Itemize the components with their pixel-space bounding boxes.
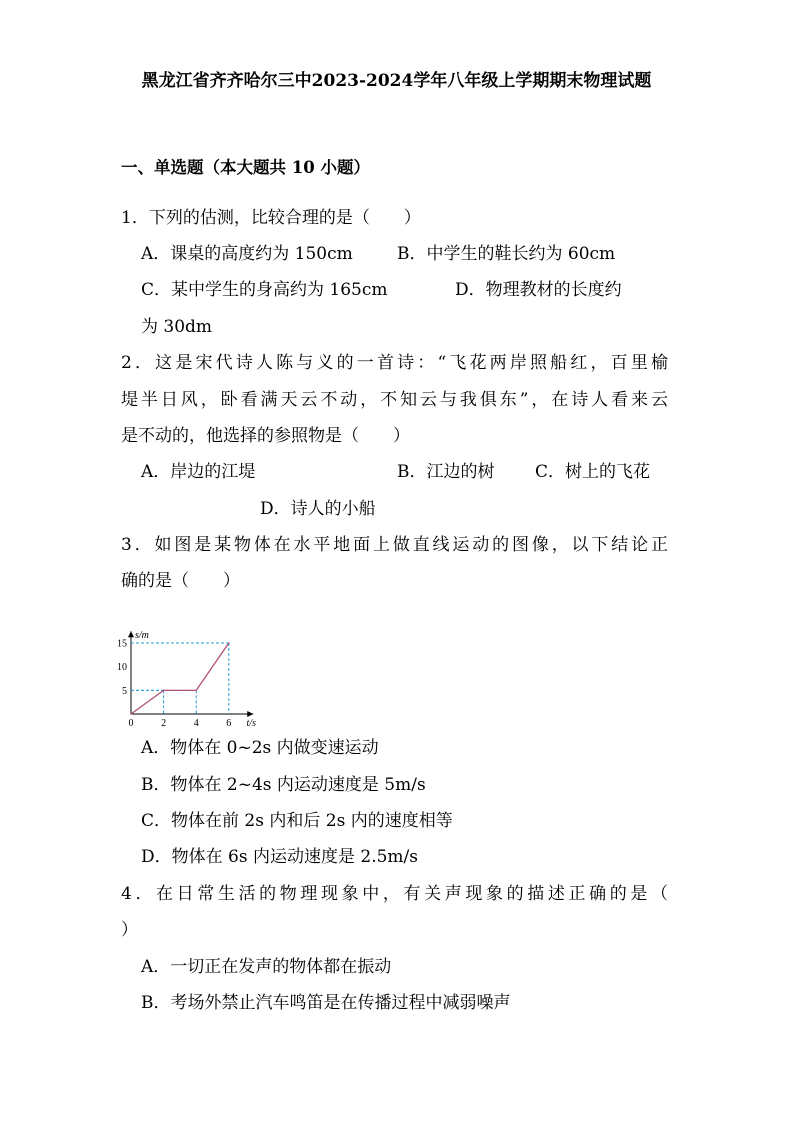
y-tick-label: 10: [117, 662, 127, 674]
question-1-option-d: D．物理教材的长度约: [455, 280, 622, 300]
question-3-option-b: B．物体在 2~4s 内运动速度是 5m/s: [141, 775, 426, 795]
displacement-time-chart: [110, 598, 270, 730]
question-3-option-c: C．物体在前 2s 内和后 2s 内的速度相等: [141, 811, 453, 831]
question-1-stem: 1．下列的估测，比较合理的是（ ）: [121, 208, 421, 228]
data-point: [195, 690, 197, 692]
question-2-option-c: C．树上的飞花: [535, 462, 651, 482]
question-2-line-1: 2．这是宋代诗人陈与义的一首诗：“飞花两岸照船红，百里榆: [121, 353, 668, 373]
question-3-option-d: D．物体在 6s 内运动速度是 2.5m/s: [141, 847, 418, 867]
question-1-option-d-continued: 为 30dm: [141, 317, 213, 337]
x-tick-label: 2: [161, 718, 167, 729]
y-axis-arrow: [128, 631, 134, 637]
x-tick-label: 0: [128, 718, 134, 729]
question-2-option-b: B．江边的树: [397, 462, 495, 482]
question-2-option-a: A．岸边的江堤: [141, 462, 256, 482]
data-point: [163, 690, 165, 692]
question-3-option-a: A．物体在 0~2s 内做变速运动: [141, 738, 379, 758]
question-4-option-a: A．一切正在发声的物体都在振动: [141, 957, 392, 977]
question-1-option-c: C．某中学生的身高约为 165cm: [141, 280, 388, 300]
x-tick-label: 4: [193, 718, 199, 729]
data-point: [228, 642, 230, 644]
question-4-option-b: B．考场外禁止汽车鸣笛是在传播过程中减弱噪声: [141, 993, 511, 1013]
x-tick-label: 6: [226, 718, 232, 729]
data-point: [130, 713, 132, 715]
series-line: [131, 643, 229, 714]
question-1-option-a: A．课桌的高度约为 150cm: [141, 244, 353, 264]
question-2-option-d: D．诗人的小船: [260, 499, 376, 519]
x-axis-label: t/s: [246, 718, 256, 729]
question-3-line-2: 确的是（ ）: [121, 571, 240, 591]
question-4-line-2: ）: [121, 920, 138, 940]
y-tick-label: 15: [117, 638, 127, 650]
question-4-line-1: 4．在日常生活的物理现象中，有关声现象的描述正确的是（: [121, 884, 668, 904]
x-axis-arrow: [247, 711, 253, 717]
question-1-option-b: B．中学生的鞋长约为 60cm: [397, 244, 616, 264]
question-2-line-2: 堤半日风，卧看满天云不动，不知云与我俱东”，在诗人看来云: [121, 390, 668, 410]
y-axis-label: s/m: [135, 630, 149, 642]
question-2-line-3: 是不动的，他选择的参照物是（ ）: [121, 426, 410, 446]
y-tick-label: 5: [122, 685, 127, 697]
page-title: 黑龙江省齐齐哈尔三中2023-2024学年八年级上学期期末物理试题: [141, 71, 652, 91]
section-header: 一、单选题（本大题共 10 小题）: [121, 158, 370, 177]
question-3-line-1: 3．如图是某物体在水平地面上做直线运动的图像，以下结论正: [121, 535, 668, 555]
